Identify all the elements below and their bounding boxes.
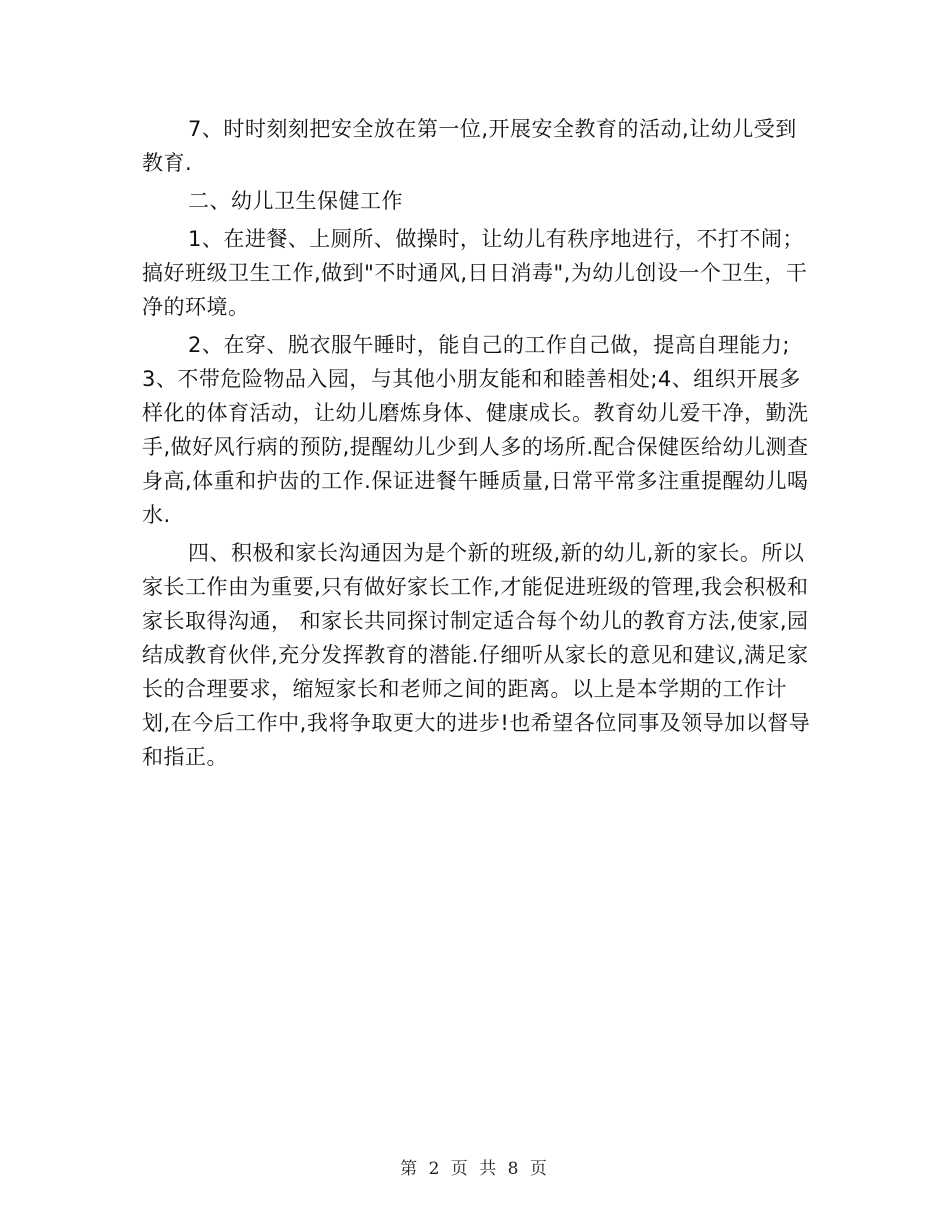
paragraph-hygiene-2: 2、在穿、脱衣服午睡时，能自己的工作自己做，提高自理能力;3、不带危险物品入园，与其他小朋友能和和睦善相处;4、组织开展多样化的体育活动，让幼儿磨炼身体、健康成长。教育幼儿爱干净，勤洗手,做好风行病的预防,提醒幼儿少到人多的场所.配合保健医给幼儿测查身高,体重和护齿的工作.保证进餐午睡质量,日常平常多注重提醒幼儿喝水. [142, 333, 809, 527]
page-number-footer: 第 2 页 共 8 页 [400, 1159, 550, 1179]
document-body [142, 112, 814, 774]
section-heading-hygiene: 二、幼儿卫生保健工作 [188, 189, 403, 213]
paragraph-safety-education: 7、时时刻刻把安全放在第一位,开展安全教育的活动,让幼儿受到教育. [142, 117, 797, 175]
paragraph-parent-communication: 四、积极和家长沟通因为是个新的班级,新的幼儿,新的家长。所以家长工作由为重要,只有做好家长工作,才能促进班级的管理,我会积极和家长取得沟通， 和家长共同探讨制定适合每个幼儿的教育方法,使家,园结成教育伙伴,充分发挥教育的潜能.仔细听从家长的意见和建议,满足家长的合理要求，缩短家长和老师之间的距离。以上是本学期的工作计划,在今后工作中,我将争取更大的进步!也希望各位同事及领导加以督导和指正。 [142, 541, 811, 769]
paragraph-hygiene-1: 1、在进餐、上厕所、做操时，让幼儿有秩序地进行，不打不闹；搞好班级卫生工作,做到"不时通风,日日消毒",为幼儿创设一个卫生，干净的环境。 [142, 227, 808, 319]
